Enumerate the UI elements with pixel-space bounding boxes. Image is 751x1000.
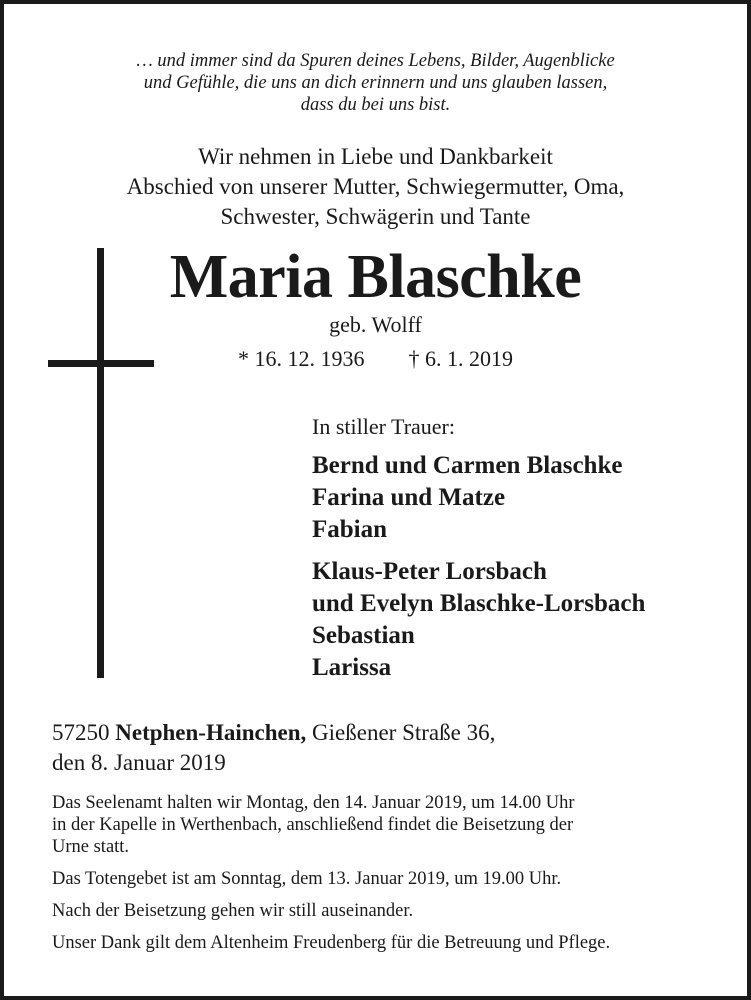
requiem-line: Das Seelenamt halten wir Montag, den 14. Januar 2019, um 14.00 Uhr bbox=[52, 793, 575, 813]
requiem-note bbox=[52, 792, 707, 858]
quote-line: und Gefühle, die uns an dich erinnern und uns glauben lassen, bbox=[143, 73, 608, 93]
notice-date: den 8. Januar 2019 bbox=[52, 750, 226, 775]
birth-date: * 16. 12. 1936 bbox=[238, 346, 365, 371]
address-block bbox=[52, 718, 495, 778]
requiem-line: Urne statt. bbox=[52, 837, 130, 857]
mourner-line: Farina und Matze bbox=[312, 484, 506, 511]
thanks-note: Unser Dank gilt dem Altenheim Freudenberg für die Betreuung und Pflege. bbox=[52, 933, 611, 953]
prayer-note: Das Totengebet ist am Sonntag, dem 13. Januar 2019, um 19.00 Uhr. bbox=[52, 869, 562, 889]
intro-line: Schwester, Schwägerin und Tante bbox=[220, 204, 531, 229]
address-line bbox=[52, 718, 495, 748]
life-dates bbox=[44, 344, 707, 374]
service-notes bbox=[52, 792, 707, 964]
street: Gießener Straße 36, bbox=[312, 720, 496, 745]
mourner-group-2 bbox=[312, 556, 645, 684]
mourners-label: In stiller Trauer: bbox=[312, 414, 455, 439]
mourner-group-1 bbox=[312, 450, 622, 546]
mourner-line: Klaus-Peter Lorsbach bbox=[312, 558, 547, 585]
requiem-line: in der Kapelle in Werthenbach, anschließend findet die Beisetzung der bbox=[52, 815, 574, 835]
intro-line: Abschied von unserer Mutter, Schwiegermutter, Oma, bbox=[126, 174, 625, 199]
mourner-line: Sebastian bbox=[312, 622, 415, 649]
memorial-quote bbox=[44, 50, 707, 116]
quote-line: dass du bei uns bist. bbox=[300, 95, 451, 115]
town: Netphen-Hainchen, bbox=[115, 720, 307, 745]
mourner-line: Fabian bbox=[312, 516, 388, 543]
mourner-line: Bernd und Carmen Blaschke bbox=[312, 452, 623, 479]
mourner-line: Larissa bbox=[312, 654, 392, 681]
postcode: 57250 bbox=[52, 720, 110, 745]
mourner-line: und Evelyn Blaschke-Lorsbach bbox=[312, 590, 646, 617]
intro-line: Wir nehmen in Liebe und Dankbarkeit bbox=[198, 144, 553, 169]
farewell-intro bbox=[44, 142, 707, 232]
quote-line: … und immer sind da Spuren deines Lebens, Bilder, Augenblicke bbox=[136, 51, 615, 71]
dispersal-note: Nach der Beisetzung gehen wir still auseinander. bbox=[52, 901, 414, 921]
death-date: † 6. 1. 2019 bbox=[408, 346, 513, 371]
maiden-name: geb. Wolff bbox=[329, 312, 422, 337]
deceased-name: Maria Blaschke bbox=[169, 243, 582, 311]
